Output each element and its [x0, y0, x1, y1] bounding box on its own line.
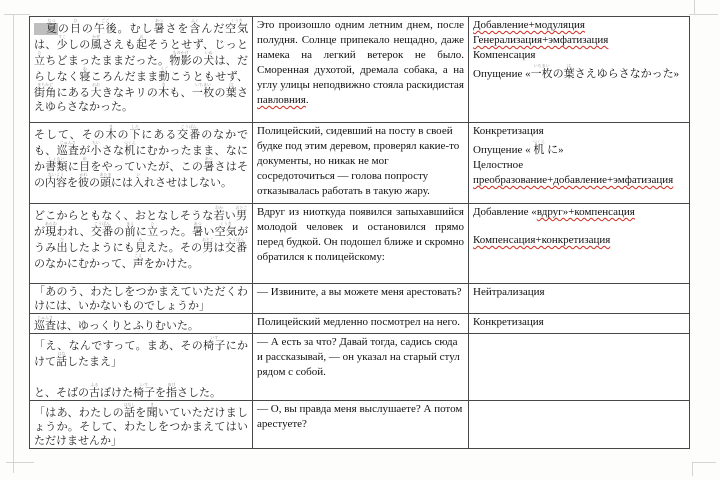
text-run: のなかにむかって、	[34, 258, 133, 270]
text-run: 暑あつ	[203, 156, 215, 173]
text-run: 「はあ、わたしの	[34, 407, 124, 419]
text-run: 小ちい	[90, 140, 102, 157]
cell-notes-row7[interactable]	[469, 401, 690, 449]
text-run: 交番こうばん	[177, 124, 202, 141]
text-run: 話はな	[56, 351, 67, 368]
text-run: の	[552, 68, 564, 80]
text-run: に»	[544, 144, 564, 156]
text-run: 内容ないよう	[45, 172, 67, 189]
text-run: 頭あたま	[99, 172, 112, 189]
text-run: 聞き	[146, 402, 158, 419]
text-run: 声こえ	[132, 253, 144, 270]
text-run: どこからともなく、おとなしそうな	[34, 210, 214, 222]
cell-ru-row2[interactable]	[253, 123, 469, 204]
text-run: れさせはしない。	[144, 177, 232, 189]
text-run: — Извините, а вы можете меня арестовать?	[257, 286, 462, 298]
text-run: を	[155, 387, 166, 399]
text-boundary-top-left	[4, 14, 30, 15]
cell-notes-row5[interactable]	[469, 314, 690, 334]
text-run: 机つくえ	[532, 139, 545, 156]
cell-ja-row1[interactable]	[30, 17, 253, 123]
text-run: 木き	[105, 124, 118, 141]
text-run: Вдруг из ниоткуда появился запыхавшийся молодой человек и остановился прямо перед будкой. Он подошел ближе и скромно обратился к полицейскому:	[257, 206, 464, 263]
text-run: にかけて	[34, 340, 249, 368]
text-run: そうとせず、じっと	[147, 39, 249, 51]
text-run: 風かぜ	[90, 34, 102, 51]
cell-notes-row3[interactable]	[469, 204, 690, 284]
cell-ru-row4[interactable]	[253, 284, 469, 314]
text-run: に	[67, 161, 80, 173]
text-boundary-left-line	[13, 14, 14, 473]
text-run: Это произошло одним летним днем, после полудня. Солнце припекало нещадно, даже намека на легкий ветерок не было. Сморенная духотой, дремала собака, а на углу улицы неподвижно стояла раскидистая	[257, 19, 464, 91]
cell-notes-row1[interactable]	[469, 17, 690, 123]
text-run: そして、その	[34, 129, 106, 141]
text-run: に	[135, 226, 148, 238]
text-run: 一枚いちまい	[530, 63, 553, 80]
text-run: 現あらわ	[44, 221, 57, 238]
text-run: 彼かれ	[78, 172, 89, 189]
text-run: 話はなし	[123, 402, 136, 419]
text-run: 空気くうき	[214, 221, 238, 238]
text-run: も、	[169, 87, 192, 99]
text-boundary-bottom-right-h	[692, 462, 716, 463]
text-run: の	[117, 129, 130, 141]
text-run: さえゆらさなかった。	[34, 87, 249, 113]
text-run: えた。その	[146, 242, 203, 254]
text-run: 木き	[158, 82, 170, 99]
cell-ru-row6[interactable]	[253, 334, 469, 401]
text-run: 「え、なんですって。まあ、その	[34, 340, 204, 352]
text-run: 「あのう、わたしをつかまえていただくわけには、いかないものでしょうか」	[34, 286, 248, 312]
text-run: ちどまったままだった。	[45, 55, 170, 67]
text-run: 机つくえ	[123, 140, 136, 157]
text-run: は	[213, 242, 225, 254]
text-run: の	[214, 87, 226, 99]
cell-ja-row7[interactable]	[30, 401, 253, 449]
text-run: さはその	[34, 161, 249, 189]
text-run: には	[111, 177, 133, 189]
text-run: 物影ものかげ	[169, 50, 192, 67]
text-run: 少すこ	[56, 34, 68, 51]
text-run: 古ふる	[89, 382, 100, 399]
cell-notes-row4[interactable]	[469, 284, 690, 314]
text-run: 見み	[135, 237, 147, 254]
cell-notes-row2[interactable]	[469, 123, 690, 204]
cell-ja-row3[interactable]	[30, 204, 253, 284]
text-run: がうみ	[34, 226, 249, 254]
text-run: さえゆらさなかった»	[574, 68, 680, 80]
text-run: 夏なつ	[45, 18, 58, 35]
text-run: さえも	[101, 39, 136, 51]
text-run: の	[81, 23, 94, 35]
text-run: Нейтрализация	[473, 286, 545, 298]
spellcheck-flagged-text: Компенсация+конкретизация	[473, 234, 611, 246]
text-run: 午後ごご	[93, 18, 118, 35]
text-run: 立た	[34, 50, 46, 67]
text-run: にむかったまま、なにか	[34, 145, 249, 173]
text-run: は、だらしなく	[34, 55, 249, 83]
text-run: 下した	[129, 124, 142, 141]
text-run: 一枚いちまい	[191, 82, 215, 99]
cell-ja-row5[interactable]	[30, 314, 253, 334]
text-run: 暑あつ	[153, 18, 166, 35]
text-run: きなキリの	[101, 87, 159, 99]
spellcheck-flagged-text: Генерализация+эмфатизация	[473, 34, 609, 46]
text-run: の	[191, 55, 204, 67]
text-run: 犬いぬ	[203, 50, 215, 67]
text-run: Опущение «	[473, 144, 534, 156]
text-run: Компенсация	[473, 49, 536, 61]
text-run: 入い	[133, 172, 144, 189]
text-run: さを	[165, 23, 190, 35]
text-run: 巡査じゅんさ	[56, 140, 80, 157]
text-run: の	[57, 23, 70, 35]
spellcheck-flagged-text: павловния	[257, 94, 306, 106]
text-run: 街角まちかど	[34, 82, 57, 99]
text-boundary-top-right-v	[694, 0, 695, 15]
text-run: 。むし	[117, 23, 154, 35]
text-run: Целостное	[473, 159, 524, 171]
cell-notes-row6[interactable]	[469, 334, 690, 401]
text-run: い	[224, 210, 236, 222]
text-run: を	[134, 407, 147, 419]
text-run: が	[34, 226, 46, 238]
text-run: 空気くうき	[225, 18, 249, 35]
text-run: こうともせず、	[169, 71, 249, 83]
cell-ru-row5[interactable]	[253, 314, 469, 334]
text-run: ぼけた	[100, 387, 133, 399]
cell-ja-row2[interactable]	[30, 123, 253, 204]
text-run: — О, вы правда меня выслушаете? А потом арестуете?	[257, 403, 463, 430]
text-run: さな	[101, 145, 125, 157]
text-run: 出だ	[56, 237, 68, 254]
text-run: 起お	[135, 34, 148, 51]
cell-ru-row7[interactable]	[253, 401, 469, 449]
text-run: 日ひ	[69, 18, 82, 35]
text-run: った。	[158, 226, 193, 238]
text-run: いていただけましょうか。そして、わたしをつかまえてはいただけませんか」	[34, 407, 249, 447]
text-run: Конкретизация	[473, 125, 544, 137]
text-run: しの	[67, 39, 91, 51]
text-run: を	[67, 177, 78, 189]
text-run: 暑あつ	[192, 221, 204, 238]
text-run: 動うご	[158, 66, 170, 83]
text-run: 大おお	[90, 82, 102, 99]
cell-ru-row3[interactable]	[253, 204, 469, 284]
text-run: をやっていたが、この	[90, 161, 204, 173]
text-run: 寝ね	[79, 66, 91, 83]
text-run: .	[305, 94, 309, 106]
text-boundary-bottom-right-v	[692, 462, 693, 476]
cell-ja-row6[interactable]	[30, 334, 253, 401]
text-run: い	[203, 226, 215, 238]
text-run: 葉は	[563, 63, 575, 80]
text-run: したようにも	[67, 242, 136, 254]
text-run: 椅子いす	[203, 335, 226, 352]
translation-table	[29, 16, 690, 449]
text-run	[34, 23, 46, 35]
text-run: が	[79, 145, 91, 157]
text-boundary-bottom-left	[6, 462, 34, 463]
cell-ja-row4[interactable]	[30, 284, 253, 314]
text-run: 葉は	[225, 82, 238, 99]
text-run: にある	[56, 87, 91, 99]
text-run: 交番こうばん	[224, 237, 248, 254]
text-run: 男おとこ	[201, 237, 214, 254]
text-run: 立た	[147, 221, 159, 238]
text-run: の	[113, 226, 125, 238]
text-run: と、そばの	[34, 387, 89, 399]
spellcheck-flagged-text: Добавление+модуляция	[473, 19, 585, 31]
text-run: ころんだまま	[90, 71, 159, 83]
text-run: 巡査じゅんさ	[34, 315, 56, 332]
text-run: にある	[141, 129, 178, 141]
text-run: Опущение «	[473, 68, 531, 80]
cell-ru-row1[interactable]	[253, 17, 469, 123]
text-run: 書類しょるい	[45, 156, 68, 173]
text-run: 前まえ	[124, 221, 136, 238]
text-run: — А есть за что? Давай тогда, садись сюда и рассказывай, — он указал на старый стул рядом с собой.	[257, 336, 460, 378]
text-run: さした。	[177, 387, 221, 399]
text-run: したまえ」	[67, 356, 122, 368]
text-run: 指ゆび	[166, 382, 177, 399]
text-run: 椅子いす	[133, 382, 155, 399]
text-run: んだ	[201, 23, 226, 35]
text-run: の	[89, 177, 100, 189]
spellcheck-flagged-text: преобразование+добавление+эмфатизация	[473, 174, 674, 186]
text-run: のなかでも、	[34, 129, 249, 157]
text-run: 交番こうばん	[90, 221, 114, 238]
text-run: Добавление «	[473, 206, 537, 218]
text-run: われ、	[56, 226, 91, 238]
text-run: Полицейский, сидевший на посту в своей будке под этим деревом, проверял какие-то документы, но никак не мог сосредоточиться — голова попросту отказывалась работать в такую жару.	[257, 125, 460, 197]
text-run: 目め	[79, 156, 91, 173]
text-run: をかけた。	[143, 258, 199, 270]
text-run: Конкретизация	[473, 316, 544, 328]
text-run: は、	[34, 39, 57, 51]
text-run: 含ふく	[189, 18, 202, 35]
text-run: 若わか	[213, 205, 225, 222]
text-run: 男おとこ	[235, 205, 248, 222]
spellcheck-flagged-text: вдруг»+компенсация	[536, 206, 635, 218]
text-run: Полицейский медленно посмотрел на него.	[257, 316, 460, 328]
text-run: は、ゆっくりとふりむいた。	[56, 320, 199, 332]
